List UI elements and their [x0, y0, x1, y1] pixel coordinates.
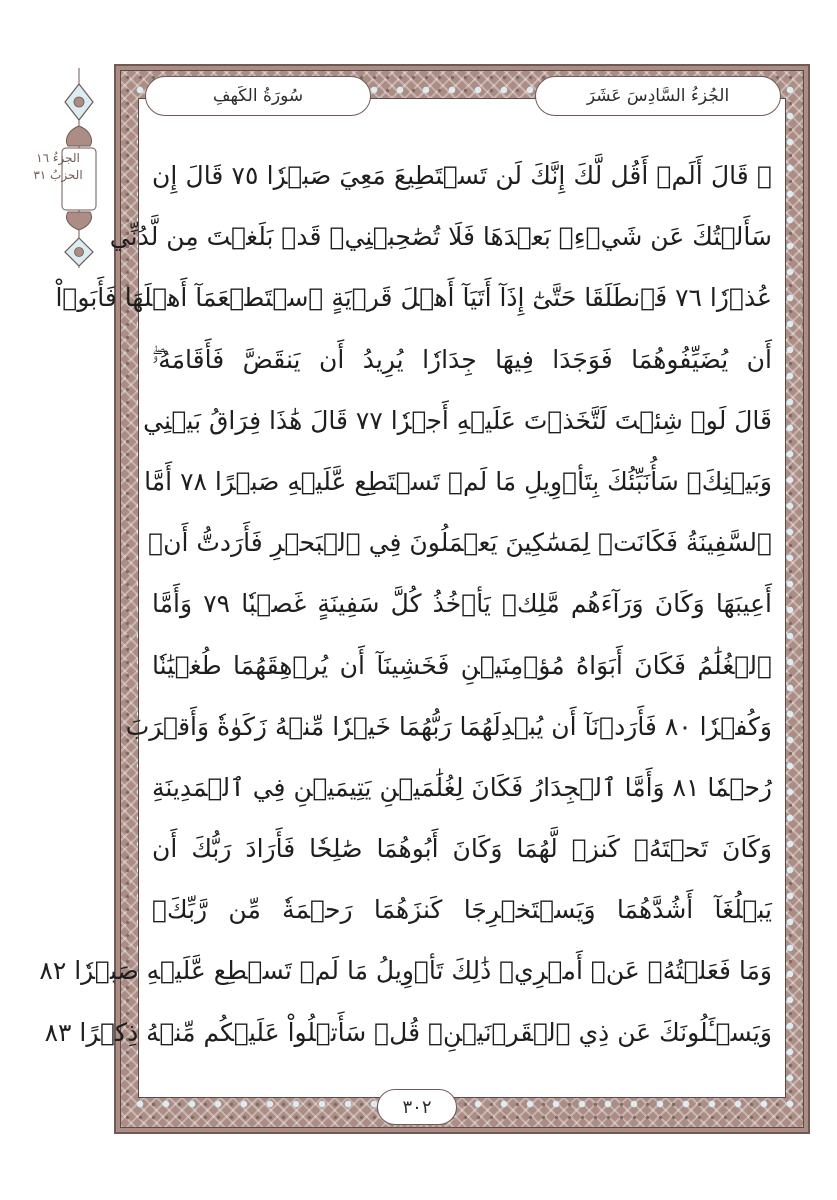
text-line-13: يَبۡلُغَآ أَشُدَّهُمَا وَيَسۡتَخۡرِجَا كَنزَهُمَا رَحۡمَةٗ مِّن رَّبِّكَۚ: [152, 895, 772, 925]
page-number: ٣٠٢: [402, 1096, 432, 1118]
juz-marker: الجزءُ ١٦: [36, 151, 80, 165]
text-line-11: رُحۡمٗا ٨١ وَأَمَّا ٱلۡجِدَارُ فَكَانَ لِغُلَٰمَيۡنِ يَتِيمَيۡنِ فِي ٱلۡمَدِينَةِ: [152, 772, 772, 802]
hizb-marker: الحزبُ ٣١: [33, 168, 83, 182]
text-line-14: وَمَا فَعَلۡتُهُۥ عَنۡ أَمۡرِيۚ ذَٰلِكَ تَأۡوِيلُ مَا لَمۡ تَسۡطِع عَّلَيۡهِ صَبۡرٗا ٨٢: [39, 956, 772, 986]
text-line-6: وَبَيۡنِكَۚ سَأُنَبِّئُكَ بِتَأۡوِيلِ مَا لَمۡ تَسۡتَطِع عَّلَيۡهِ صَبۡرًا ٧٨ أَمَّا: [144, 466, 772, 496]
text-line-15: وَيَسۡـَٔلُونَكَ عَن ذِي ٱلۡقَرۡنَيۡنِۖ قُلۡ سَأَتۡلُواْ عَلَيۡكُم مِّنۡهُ ذِكۡرًا ٨٣: [44, 1017, 772, 1047]
surah-title: سُورَةُ الكَهفِ: [212, 86, 304, 106]
surah-header: [145, 76, 371, 116]
text-line-12: وَكَانَ تَحۡتَهُۥ كَنزٞ لَّهُمَا وَكَانَ أَبُوهُمَا صَٰلِحٗا فَأَرَادَ رَبُّكَ أَن: [152, 834, 772, 864]
juz-title: الجُزءُ السَّادِسَ عَشَرَ: [586, 86, 730, 106]
text-line-7: ٱلسَّفِينَةُ فَكَانَتۡ لِمَسَٰكِينَ يَعۡمَلُونَ فِي ٱلۡبَحۡرِ فَأَرَدتُّ أَنۡ: [148, 528, 772, 558]
text-line-3: عُذۡرٗا ٧٦ فَٱنطَلَقَا حَتَّىٰٓ إِذَآ أَتَيَآ أَهۡلَ قَرۡيَةٍ ٱسۡتَطۡعَمَآ أَهۡلَهَا فَأَبَوۡاْ: [55, 283, 772, 313]
text-line-4: أَن يُضَيِّفُوهُمَا فَوَجَدَا فِيهَا جِدَارٗا يُرِيدُ أَن يَنقَضَّ فَأَقَامَهُۥۖ: [152, 344, 772, 374]
juz-header: [535, 76, 781, 116]
page-number-cartouche: [377, 1089, 457, 1125]
text-line-5: قَالَ لَوۡ شِئۡتَ لَتَّخَذۡتَ عَلَيۡهِ أَجۡرٗا ٧٧ قَالَ هَٰذَا فِرَاقُ بَيۡنِي: [143, 405, 772, 435]
text-line-10: وَكُفۡرٗا ٨٠ فَأَرَدۡنَآ أَن يُبۡدِلَهُمَا رَبُّهُمَا خَيۡرٗا مِّنۡهُ زَكَوٰةٗ وَأَقۡرَبَ: [125, 711, 772, 741]
text-line-9: ٱلۡغُلَٰمُ فَكَانَ أَبَوَاهُ مُؤۡمِنَيۡنِ فَخَشِينَآ أَن يُرۡهِقَهُمَا طُغۡيَٰنٗا: [152, 650, 772, 680]
text-line-1: ۞ قَالَ أَلَمۡ أَقُل لَّكَ إِنَّكَ لَن تَسۡتَطِيعَ مَعِيَ صَبۡرٗا ٧٥ قَالَ إِن: [152, 161, 772, 190]
text-line-2: سَأَلۡتُكَ عَن شَيۡءِۭ بَعۡدَهَا فَلَا تُصَٰحِبۡنِيۖ قَدۡ بَلَغۡتَ مِن لَّدُنِّي: [109, 222, 772, 252]
juz-hizb-marker: [18, 150, 98, 184]
text-line-8: أَعِيبَهَا وَكَانَ وَرَآءَهُم مَّلِكٞ يَأۡخُذُ كُلَّ سَفِينَةٍ غَصۡبٗا ٧٩ وَأَمَّا: [152, 589, 772, 619]
